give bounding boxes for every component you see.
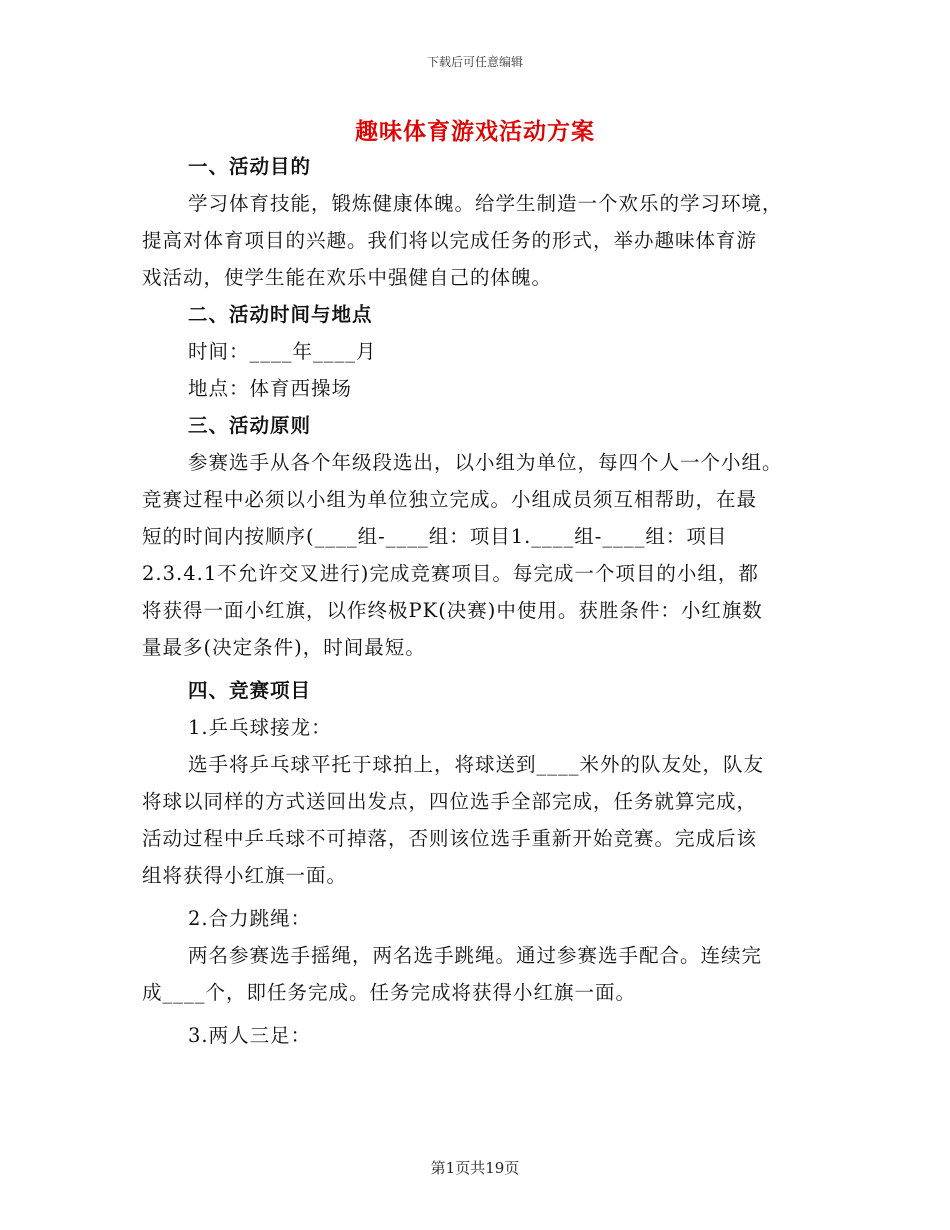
section-heading-purpose: 一、活动目的 xyxy=(188,155,312,178)
paragraph-line: 竞赛过程中必须以小组为单位独立完成。小组成员须互相帮助，在最 xyxy=(142,488,758,511)
paragraph-line: 戏活动，使学生能在欢乐中强健自己的体魄。 xyxy=(142,266,553,289)
time-line: 时间：____年____月 xyxy=(188,340,377,363)
event-item-title: 1.乒乓球接龙： xyxy=(188,716,332,739)
paragraph-line: 短的时间内按顺序(____组-____组：项目1.____组-____组：项目 xyxy=(142,525,728,548)
section-heading-principles: 三、活动原则 xyxy=(188,414,312,437)
paragraph-line: 2.3.4.1不允许交叉进行)完成竞赛项目。每完成一个项目的小组，都 xyxy=(142,562,759,585)
page-number-footer: 第1页共19页 xyxy=(430,1159,520,1177)
header-note: 下载后可任意编辑 xyxy=(426,55,523,69)
section-heading-time-place: 二、活动时间与地点 xyxy=(188,303,373,326)
paragraph-line: 成____个，即任务完成。任务完成将获得小红旗一面。 xyxy=(142,981,637,1004)
event-item-title: 2.合力跳绳： xyxy=(188,907,312,930)
paragraph-line: 参赛选手从各个年级段选出，以小组为单位，每四个人一个小组。 xyxy=(188,451,783,474)
document-body xyxy=(142,148,812,1054)
paragraph-line: 将获得一面小红旗，以作终极PK(决赛)中使用。获胜条件：小红旗数 xyxy=(142,599,763,622)
section-heading-events: 四、竞赛项目 xyxy=(188,679,312,702)
paragraph-line: 两名参赛选手摇绳，两名选手跳绳。通过参赛选手配合。连续完 xyxy=(188,944,763,967)
paragraph-line: 学习体育技能，锻炼健康体魄。给学生制造一个欢乐的学习环境， xyxy=(188,192,783,215)
paragraph-line: 将球以同样的方式送回出发点，四位选手全部完成，任务就算完成， xyxy=(142,790,758,813)
event-item-title: 3.两人三足： xyxy=(188,1024,312,1047)
paragraph-line: 选手将乒乓球平托于球拍上，将球送到____米外的队友处，队友 xyxy=(188,753,765,776)
paragraph-line: 组将获得小红旗一面。 xyxy=(142,864,348,887)
document-title: 趣味体育游戏活动方案 xyxy=(355,118,595,145)
paragraph-line: 量最多(决定条件)，时间最短。 xyxy=(142,636,426,659)
paragraph-line: 提高对体育项目的兴趣。我们将以完成任务的形式，举办趣味体育游 xyxy=(142,229,758,252)
place-line: 地点：体育西操场 xyxy=(188,377,353,400)
paragraph-line: 活动过程中乒乓球不可掉落，否则该位选手重新开始竞赛。完成后该 xyxy=(142,827,758,850)
